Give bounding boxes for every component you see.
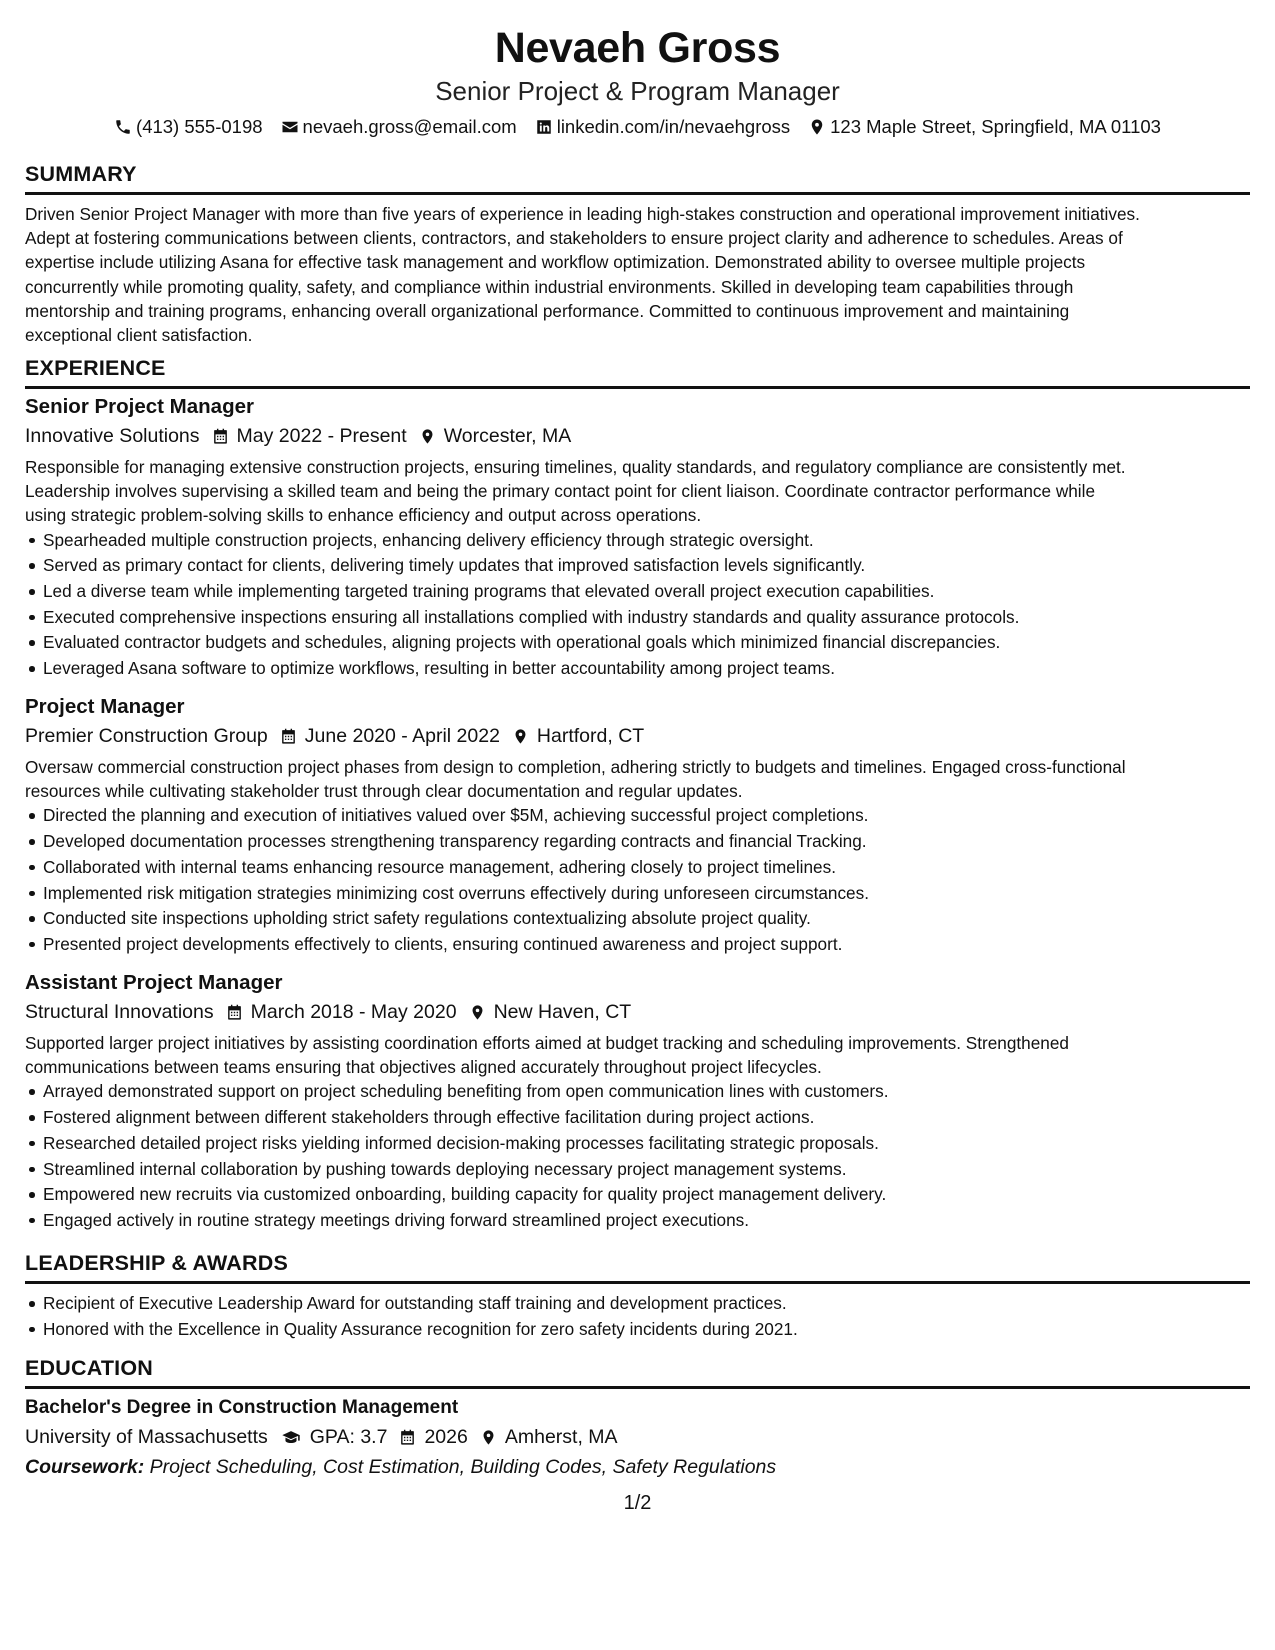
address-text: 123 Maple Street, Springfield, MA 01103 <box>830 116 1161 137</box>
job-title: Project Manager <box>25 695 185 718</box>
map-pin-icon <box>512 727 529 746</box>
candidate-name: Nevaeh Gross <box>494 24 781 72</box>
list-item: Engaged actively in routine strategy meetings driving forward streamlined project executions. <box>43 1208 1250 1234</box>
map-pin-icon <box>419 427 436 446</box>
list-item: Streamlined internal collaboration by pushing towards deploying necessary project management systems. <box>43 1157 1250 1183</box>
list-item: Arrayed demonstrated support on project scheduling benefiting from open communication lines with customers. <box>43 1079 1250 1105</box>
gpa-wrap <box>280 1422 388 1452</box>
linkedin-text: linkedin.com/in/nevaehgross <box>556 116 791 137</box>
summary-line: exceptional client satisfaction. <box>25 325 253 346</box>
list-item: Leveraged Asana software to optimize workflows, resulting in better accountability among project teams. <box>43 656 1250 682</box>
coursework-label: Coursework: <box>25 1456 145 1478</box>
job-bullets <box>25 528 1250 682</box>
page-number: 1/2 <box>623 1492 652 1514</box>
job-meta <box>25 721 1250 751</box>
job-desc-line: Oversaw commercial construction project phases from design to completion, adhering strictly to budgets and timelines. Engaged cross-functional <box>25 757 1126 777</box>
job-entry <box>25 693 1250 958</box>
awards-heading: LEADERSHIP & AWARDS <box>25 1250 1250 1284</box>
job-description <box>25 1031 1250 1079</box>
map-pin-icon <box>808 118 826 136</box>
summary-text <box>25 202 1250 347</box>
contact-phone[interactable] <box>114 116 263 138</box>
contact-address <box>808 116 1161 138</box>
job-title: Assistant Project Manager <box>25 971 283 994</box>
job-entry <box>25 393 1250 682</box>
calendar-icon <box>280 727 297 746</box>
phone-icon <box>114 118 132 136</box>
job-bullets <box>25 803 1250 957</box>
job-desc-line: using strategic problem-solving skills to enhance efficiency and output across operations. <box>25 505 702 526</box>
graduation-cap-icon <box>280 1428 302 1447</box>
coursework-text: Project Scheduling, Cost Estimation, Building Codes, Safety Regulations <box>149 1456 777 1478</box>
education-heading: EDUCATION <box>25 1355 1250 1389</box>
summary-line: Adept at fostering communications between clients, contractors, and stakeholders to ensure project clarity and adherence to schedules. Areas of <box>25 228 1123 249</box>
contact-email[interactable] <box>281 116 517 138</box>
list-item: Collaborated with internal teams enhancing resource management, adhering closely to project timelines. <box>43 855 1250 881</box>
school-location: Amherst, MA <box>504 1426 618 1448</box>
job-location-wrap <box>469 997 632 1027</box>
list-item: Spearheaded multiple construction projects, enhancing delivery efficiency through strategic oversight. <box>43 528 1250 554</box>
list-item: Conducted site inspections upholding strict safety regulations contextualizing absolute project quality. <box>43 906 1250 932</box>
school-location-wrap <box>480 1422 618 1452</box>
job-description <box>25 755 1250 803</box>
education-meta <box>25 1422 1250 1452</box>
list-item: Presented project developments effectively to clients, ensuring continued awareness and project support. <box>43 932 1250 958</box>
list-item: Led a diverse team while implementing targeted training programs that elevated overall project execution capabilities. <box>43 579 1250 605</box>
job-dates: June 2020 - April 2022 <box>304 725 500 747</box>
candidate-headline: Senior Project & Program Manager <box>435 76 840 106</box>
experience-section <box>25 355 1250 389</box>
phone-text: (413) 555-0198 <box>136 116 263 137</box>
job-desc-line: Leadership involves supervising a skilled team and being the primary contact point for client liaison. Coordinate contractor performance while <box>25 481 1096 502</box>
job-location: Worcester, MA <box>443 425 572 447</box>
awards-section <box>25 1250 1250 1342</box>
job-desc-line: resources while cultivating stakeholder trust through clear documentation and regular updates. <box>25 781 743 802</box>
job-company: Premier Construction Group <box>25 725 268 747</box>
calendar-icon <box>212 427 229 446</box>
grad-year: 2026 <box>424 1426 468 1448</box>
map-pin-icon <box>480 1428 497 1447</box>
envelope-icon <box>281 118 299 136</box>
job-description <box>25 455 1250 528</box>
school-name: University of Massachusetts <box>25 1426 268 1448</box>
job-desc-line: communications between teams ensuring that objectives aligned accurately throughout project lifecycles. <box>25 1057 822 1078</box>
grad-year-wrap <box>399 1422 467 1452</box>
list-item: Empowered new recruits via customized onboarding, building capacity for quality project management delivery. <box>43 1182 1250 1208</box>
job-dates-wrap <box>212 421 407 451</box>
job-dates: March 2018 - May 2020 <box>250 1001 457 1023</box>
job-location-wrap <box>512 721 644 751</box>
summary-line: expertise include utilizing Asana for effective task management and workflow optimization. Demonstrated ability to oversee multiple projects <box>25 252 1086 273</box>
summary-line: mentorship and training programs, enhancing overall organizational performance. Committed to continuous improvement and maintaining <box>25 300 1070 321</box>
coursework <box>25 1452 1250 1482</box>
resume-header <box>25 22 1250 140</box>
job-desc-line: Supported larger project initiatives by assisting coordination efforts aimed at budget tracking and scheduling improvements. Strengthened <box>25 1033 1069 1053</box>
summary-section <box>25 161 1250 347</box>
list-item: Executed comprehensive inspections ensuring all installations complied with industry standards and quality assurance protocols. <box>43 605 1250 631</box>
job-location-wrap <box>419 421 572 451</box>
summary-line: concurrently while promoting quality, safety, and compliance within industrial environments. Skilled in developing team capabilities through <box>25 276 1074 297</box>
job-dates-wrap <box>226 997 457 1027</box>
job-title: Senior Project Manager <box>25 395 254 418</box>
job-company: Structural Innovations <box>25 1001 214 1023</box>
calendar-icon <box>399 1428 416 1447</box>
email-text: nevaeh.gross@email.com <box>302 116 517 137</box>
list-item: Implemented risk mitigation strategies minimizing cost overruns effectively during unforeseen circumstances. <box>43 881 1250 907</box>
job-meta <box>25 997 1250 1027</box>
job-location: New Haven, CT <box>493 1001 632 1023</box>
job-company: Innovative Solutions <box>25 425 200 447</box>
resume-page <box>25 0 1250 1478</box>
list-item: Served as primary contact for clients, delivering timely updates that improved satisfaction levels significantly. <box>43 553 1250 579</box>
job-desc-line: Responsible for managing extensive construction projects, ensuring timelines, quality standards, and regulatory compliance are consistently met. <box>25 457 1126 477</box>
education-section <box>25 1355 1250 1482</box>
job-location: Hartford, CT <box>536 725 645 747</box>
list-item: Developed documentation processes strengthening transparency regarding contracts and financial Tracking. <box>43 829 1250 855</box>
job-dates-wrap <box>280 721 500 751</box>
contact-bar <box>25 114 1250 140</box>
list-item: Researched detailed project risks yielding informed decision-making processes facilitating strategic proposals. <box>43 1131 1250 1157</box>
summary-heading: SUMMARY <box>25 161 1250 195</box>
list-item: Evaluated contractor budgets and schedules, aligning projects with operational goals which minimized financial discrepancies. <box>43 630 1250 656</box>
awards-bullets <box>25 1291 1250 1342</box>
calendar-icon <box>226 1003 243 1022</box>
gpa-text: GPA: 3.7 <box>309 1426 388 1448</box>
job-entry <box>25 969 1250 1234</box>
job-bullets <box>25 1079 1250 1233</box>
list-item: Directed the planning and execution of initiatives valued over $5M, achieving successful project completions. <box>43 803 1250 829</box>
list-item: Recipient of Executive Leadership Award for outstanding staff training and development practices. <box>43 1291 1250 1317</box>
experience-heading: EXPERIENCE <box>25 355 1250 389</box>
degree-title: Bachelor's Degree in Construction Management <box>25 1397 459 1418</box>
summary-line: Driven Senior Project Manager with more than five years of experience in leading high-stakes construction and operational improvement initiatives. <box>25 204 1140 224</box>
linkedin-icon <box>535 118 553 136</box>
list-item: Honored with the Excellence in Quality Assurance recognition for zero safety incidents during 2021. <box>43 1317 1250 1343</box>
map-pin-icon <box>469 1003 486 1022</box>
job-meta <box>25 421 1250 451</box>
contact-linkedin[interactable] <box>535 116 790 138</box>
list-item: Fostered alignment between different stakeholders through effective facilitation during project actions. <box>43 1105 1250 1131</box>
job-dates: May 2022 - Present <box>236 425 407 447</box>
